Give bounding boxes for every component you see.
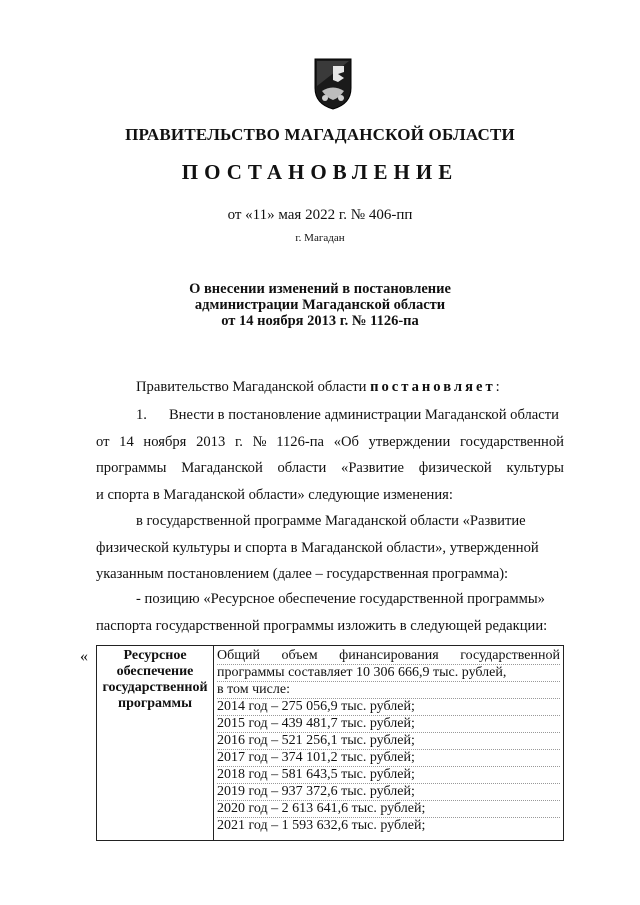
paragraph-line: указанным постановлением (далее – государственная программа): xyxy=(96,566,509,582)
paragraph-number: 1. xyxy=(136,407,147,423)
intro-text: Правительство Магаданской области xyxy=(136,379,367,395)
government-title: ПРАВИТЕЛЬСТВО МАГАДАНСКОЙ ОБЛАСТИ xyxy=(125,125,515,144)
subject-line: О внесении изменений в постановление xyxy=(189,281,451,297)
intro-paragraph xyxy=(96,374,564,401)
document-subject xyxy=(0,281,640,329)
paragraph-line: от 14 ноября 2013 г. № 1126-па «Об утверждении государственной xyxy=(96,433,564,450)
subject-line: от 14 ноября 2013 г. № 1126-па xyxy=(221,313,419,329)
intro-colon: : xyxy=(495,379,500,395)
paragraph-line: и спорта в Магаданской области» следующие изменения: xyxy=(96,486,453,503)
paragraph-line: - позицию «Ресурсное обеспечение государственной программы» xyxy=(136,591,545,607)
document-type: ПОСТАНОВЛЕНИЕ xyxy=(181,160,459,184)
resource-label-cell: Ресурсное обеспечение государственной программы xyxy=(97,646,214,841)
table-row xyxy=(97,646,564,841)
year-funding-line: 2021 год – 1 593 632,6 тыс. рублей; xyxy=(217,818,426,833)
opening-quote-mark: « xyxy=(80,648,88,665)
intro-spaced-verb: постановляет xyxy=(370,379,496,395)
year-funding-line: 2020 год – 2 613 641,6 тыс. рублей; xyxy=(217,801,560,818)
year-funding-line: 2014 год – 275 056,9 тыс. рублей; xyxy=(217,699,560,716)
paragraph-2 xyxy=(96,508,564,588)
city-name: г. Магадан xyxy=(295,232,345,244)
paragraph-1 xyxy=(96,402,564,508)
coat-of-arms-icon xyxy=(314,58,352,110)
year-funding-line: 2015 год – 439 481,7 тыс. рублей; xyxy=(217,716,560,733)
document-number: от «11» мая 2022 г. № 406-пп xyxy=(227,207,413,223)
year-funding-line: 2016 год – 521 256,1 тыс. рублей; xyxy=(217,733,560,750)
year-funding-line: 2017 год – 374 101,2 тыс. рублей; xyxy=(217,750,560,767)
paragraph-line: в государственной программе Магаданской области «Развитие xyxy=(136,513,526,529)
paragraph-line: паспорта государственной программы изложить в следующей редакции: xyxy=(96,617,548,634)
paragraph-3 xyxy=(96,586,564,639)
year-funding-line: 2018 год – 581 643,5 тыс. рублей; xyxy=(217,767,560,784)
resource-table xyxy=(96,645,564,841)
subject-line: администрации Магаданской области xyxy=(194,297,446,313)
paragraph-line: программы Магаданской области «Развитие физической культуры xyxy=(96,460,564,476)
resource-value-cell: Общий объем финансирования государственной программы составляет 10 306 666,9 тыс. рублей, в том числе: 2014 год – 275 056,9 тыс. рублей; 2015 год – 439 481,7 тыс. рублей; 2016 год – 521 256,1 тыс. рублей; 2017 год – 374 101,2 тыс. рублей; 2018 год – 581 643,5 тыс. рублей; 2019 год – 937 372,6 тыс. рублей; 2020 год – 2 613 641,6 тыс. рублей; 2021 год – 1 593 632,6 тыс. рублей; xyxy=(214,646,564,841)
year-funding-line: 2019 год – 937 372,6 тыс. рублей; xyxy=(217,784,560,801)
paragraph-text: Внести в постановление администрации Магаданской области xyxy=(168,407,559,423)
paragraph-line: физической культуры и спорта в Магаданской области», утвержденной xyxy=(96,539,539,556)
